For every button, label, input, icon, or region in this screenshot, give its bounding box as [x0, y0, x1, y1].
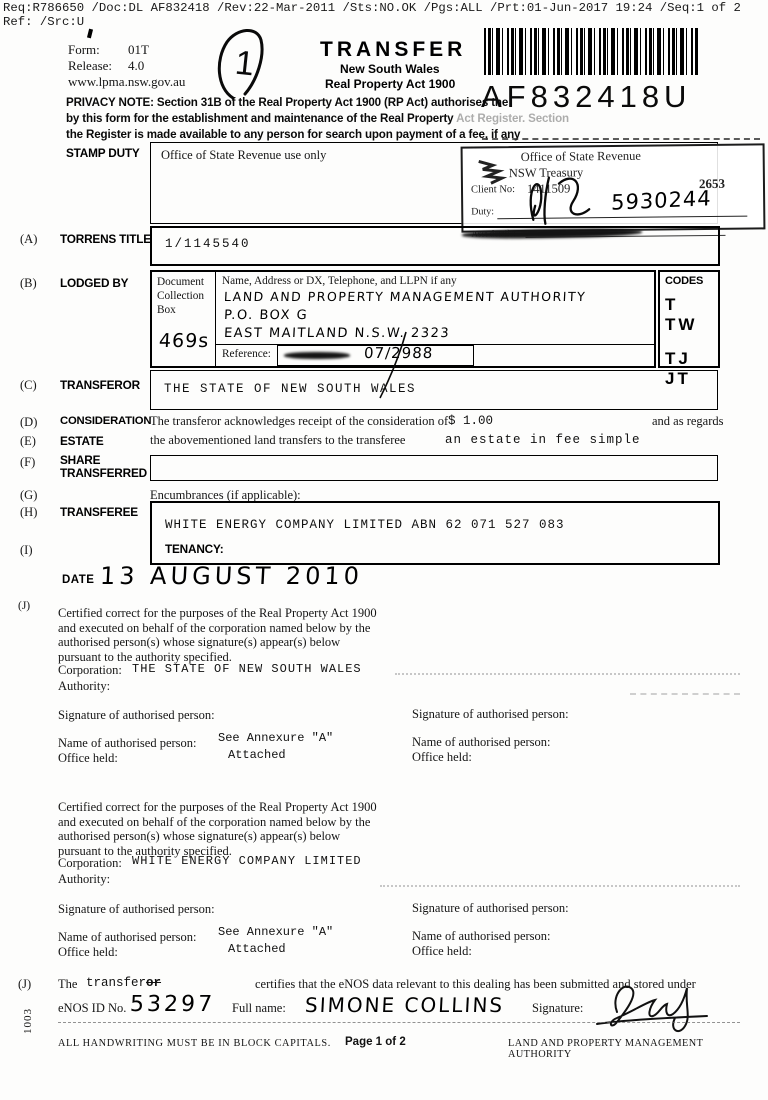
lodged-by-label: LODGED BY — [60, 276, 129, 290]
sig1-left-name-label: Name of authorised person: — [58, 736, 197, 750]
codes-label: CODES — [665, 275, 704, 287]
item-j2: (J) — [18, 977, 32, 991]
reference-value: 07/2988 — [363, 344, 434, 362]
osr-stamp-treasury: NSW Treasury — [508, 165, 584, 181]
privacy-note-line3: the Register is made available to any person for search upon payment of a fee, if any — [66, 128, 521, 141]
consideration-amount: $ 1.00 — [448, 414, 494, 428]
lodged-by-name-header: Name, Address or DX, Telephone, and LLPN if any — [222, 275, 457, 287]
item-b: (B) — [20, 276, 37, 290]
scan-header-line1: Req:R786650 /Doc:DL AF832418 /Rev:22-Mar-2011 /Sts:NO.OK /Pgs:ALL /Prt:01-Jun-2017 19:24 /Seq:1 of 2 — [3, 1, 741, 15]
item-a: (A) — [20, 232, 38, 246]
share-transferred-box — [150, 455, 718, 481]
estate-text: the abovementioned land transfers to the transferee — [150, 433, 406, 447]
stamp-duty-box-text: Office of State Revenue use only — [161, 148, 327, 162]
share-label-line2: TRANSFERRED — [60, 466, 147, 480]
torrens-title-box — [150, 226, 720, 266]
scan-artifact-dashes-1 — [395, 673, 740, 675]
item-i: (I) — [20, 543, 33, 557]
footer-rule — [58, 1022, 740, 1023]
form-number-label: Form: — [68, 42, 100, 57]
date-label: DATE — [62, 574, 95, 586]
sig2-annexure-line2: Attached — [228, 942, 286, 956]
duty-handwritten-number: 5930244 — [610, 186, 712, 215]
codes-row1: T TW — [665, 295, 698, 334]
svg-text:1: 1 — [233, 43, 257, 84]
codes-box — [658, 270, 720, 388]
duty-handwriting-scribble — [515, 169, 626, 228]
scan-header-line2: Ref: /Src:U — [3, 15, 85, 29]
handwritten-signature — [595, 972, 710, 1034]
encumbrances-text: Encumbrances (if applicable): — [150, 488, 301, 502]
doc-collection-box-value: 469s — [158, 330, 210, 352]
fullname-label: Full name: — [232, 1001, 286, 1015]
osr-code: 2653 — [698, 175, 726, 192]
privacy-note-line1: PRIVACY NOTE: Section 31B of the Real Property Act 1900 (RP Act) authorises the — [66, 96, 509, 109]
consideration-text: The transferor acknowledges receipt of the consideration of — [150, 414, 449, 428]
form-subtitle-act: Real Property Act 1900 — [325, 77, 456, 91]
consideration-suffix: and as regards — [652, 414, 724, 428]
lodged-by-hw-address2: EAST MAITLAND N.S.W. 2323 — [223, 326, 451, 341]
osr-stamp-title: Office of State Revenue — [520, 148, 641, 164]
sig1-right-office-label: Office held: — [412, 750, 472, 764]
lodged-by-hw-name: LAND AND PROPERTY MANAGEMENT AUTHORITY — [223, 289, 587, 304]
overstruck-or: or — [146, 976, 162, 990]
enos-id-label: eNOS ID No. — [58, 1001, 127, 1015]
sig1-left-signature-label: Signature of authorised person: — [58, 708, 215, 722]
transferee-value: WHITE ENERGY COMPANY LIMITED ABN 62 071 527 083 — [165, 518, 565, 532]
certification2-corporation-label: Corporation: — [58, 856, 122, 870]
release-value: 4.0 — [128, 58, 145, 73]
date-value: 13 AUGUST 2010 — [99, 562, 364, 590]
barcode-number: AF832418U — [481, 79, 692, 114]
item-j1: (J) — [18, 600, 31, 612]
certification1-corporation-value: THE STATE OF NEW SOUTH WALES — [132, 662, 362, 676]
sig1-right-name-label: Name of authorised person: — [412, 735, 551, 749]
scan-artifact-dashes-2 — [630, 693, 740, 695]
handwritten-circled-page-mark — [205, 26, 277, 104]
certification2-text: Certified correct for the purposes of the Real Property Act 1900 and executed on behalf of the corporation named below by the authorised person(s) whose signature(s) appear(s) below pursuant to the authority specified. — [58, 800, 377, 858]
certification2-corporation-value: WHITE ENERGY COMPANY LIMITED — [132, 854, 362, 868]
footer-left-text: ALL HANDWRITING MUST BE IN BLOCK CAPITALS. — [58, 1038, 331, 1049]
item-c: (C) — [20, 378, 37, 392]
form-side-code: 1003 — [22, 1008, 34, 1034]
sig2-left-office-label: Office held: — [58, 945, 118, 959]
signature-label: Signature: — [532, 1001, 584, 1015]
form-subtitle-state: New South Wales — [340, 62, 440, 76]
transferor-box — [150, 370, 718, 410]
codes-row2: TJ JT — [665, 349, 691, 388]
lodged-by-hw-address1: P.O. BOX G — [223, 308, 309, 323]
fullname-value: SIMONE COLLINS — [304, 993, 505, 1017]
footer-page-number: Page 1 of 2 — [345, 1036, 406, 1048]
consideration-label: CONSIDERATION — [60, 415, 152, 427]
item-e: (E) — [20, 434, 36, 448]
privacy-note-line2: by this form for the establishment and maintenance of the Real Property Act Register. Section — [66, 112, 569, 125]
torrens-title-label: TORRENS TITLE — [60, 232, 151, 246]
sig2-left-signature-label: Signature of authorised person: — [58, 902, 215, 916]
estate-label: ESTATE — [60, 434, 104, 448]
struck-out-reference — [284, 352, 350, 359]
certification2-authority-label: Authority: — [58, 872, 111, 886]
osr-stamp-logo — [473, 153, 511, 187]
sig1-annexure-line1: See Annexure "A" — [218, 731, 334, 745]
sig1-right-signature-label: Signature of authorised person: — [412, 707, 569, 721]
scan-artifact-dashes-3 — [380, 885, 740, 887]
lodged-by-divider — [215, 272, 216, 366]
certification1-corporation-label: Corporation: — [58, 663, 122, 677]
certification1-authority-label: Authority: — [58, 679, 111, 693]
osr-duty-label: Duty: — [471, 206, 495, 218]
item-h: (H) — [20, 505, 38, 519]
sig1-annexure-line2: Attached — [228, 748, 286, 762]
stamp-top-strike — [482, 138, 760, 140]
torrens-title-value: 1/1145540 — [165, 237, 251, 251]
release-label: Release: — [68, 58, 113, 73]
enos-prefix: The — [58, 977, 78, 991]
form-number-value: 01T — [128, 42, 149, 57]
stamp-duty-label: STAMP DUTY — [66, 146, 140, 160]
sig2-left-name-label: Name of authorised person: — [58, 930, 197, 944]
sig2-right-office-label: Office held: — [412, 944, 472, 958]
transferor-value: THE STATE OF NEW SOUTH WALES — [164, 382, 417, 396]
osr-client-label: Client No: — [470, 184, 516, 196]
sig2-right-signature-label: Signature of authorised person: — [412, 901, 569, 915]
osr-client-value: 1411509 — [526, 181, 571, 196]
osr-stamp — [461, 143, 766, 232]
estate-value: an estate in fee simple — [445, 433, 641, 447]
enos-id-value: 53297 — [129, 992, 216, 1017]
footer-right-text: LAND AND PROPERTY MANAGEMENT AUTHORITY — [508, 1038, 704, 1060]
form-title: TRANSFER — [320, 38, 467, 61]
tenancy-label: TENANCY: — [165, 542, 224, 556]
transferee-label: TRANSFEREE — [60, 505, 138, 519]
sig2-annexure-line1: See Annexure "A" — [218, 925, 334, 939]
certification1-text: Certified correct for the purposes of the Real Property Act 1900 and executed on behalf of the corporation named below by the authorised person(s) whose signature(s) appear(s) below pursuant to the authority specified. — [58, 606, 377, 664]
website-text: www.lpma.nsw.gov.au — [68, 74, 186, 89]
enos-certify-text: certifies that the eNOS data relevant to this dealing has been submitted and stored under — [255, 977, 696, 991]
item-g: (G) — [20, 488, 38, 502]
sig1-left-office-label: Office held: — [58, 751, 118, 765]
transferee-box — [150, 501, 720, 565]
barcode — [484, 28, 698, 75]
transferor-label: TRANSFEROR — [60, 378, 140, 392]
doc-collection-box-label: Document Collection Box — [157, 276, 205, 316]
share-label-line1: SHARE — [60, 453, 101, 467]
item-d: (D) — [20, 415, 38, 429]
sig2-right-name-label: Name of authorised person: — [412, 929, 551, 943]
enos-transfer-word: transferor — [86, 976, 162, 990]
pen-mark — [87, 29, 93, 39]
reference-label: Reference: — [222, 348, 271, 360]
item-f: (F) — [20, 455, 36, 469]
